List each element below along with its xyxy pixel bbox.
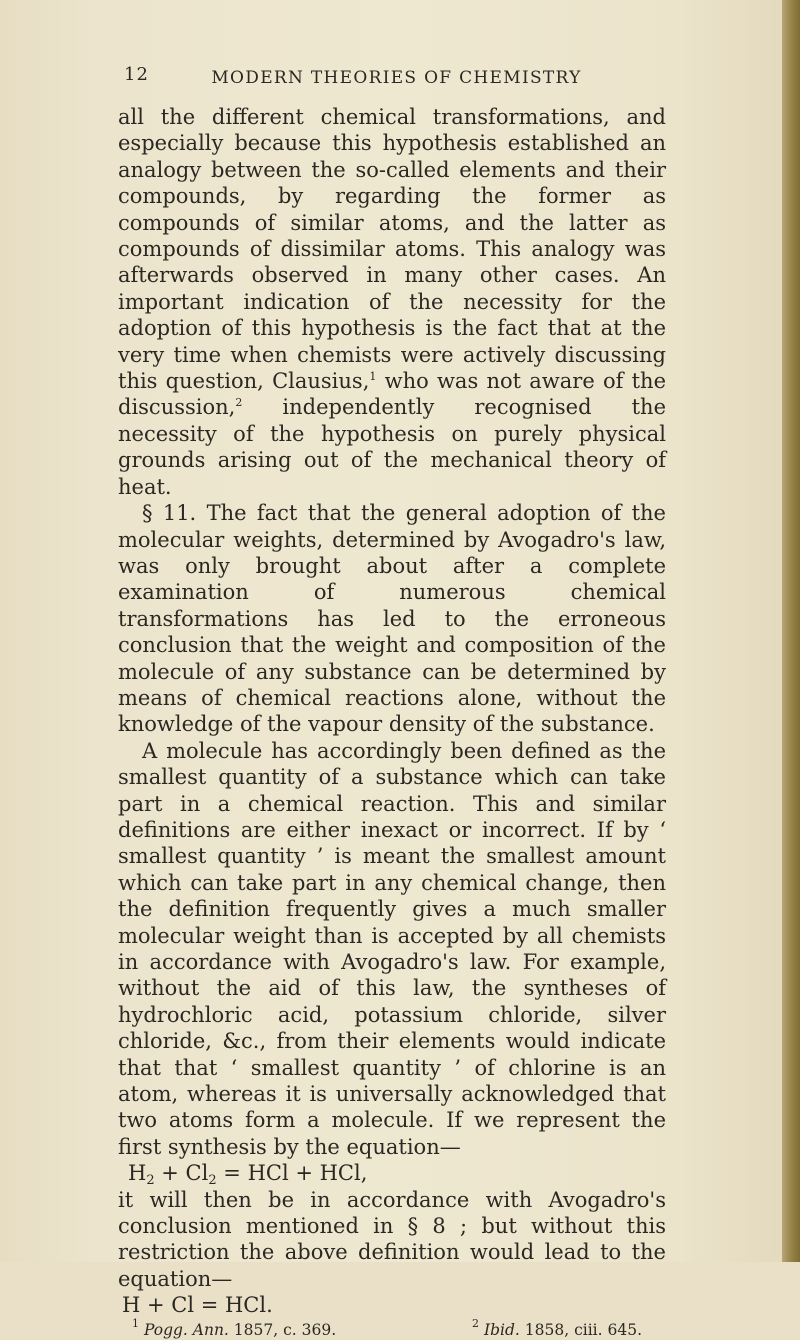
book-spine-edge (782, 0, 800, 1262)
paragraph-continuation (118, 104, 666, 500)
footnote-1-ref: 1857, c. 369. (228, 1320, 337, 1339)
paragraph-molecule-definition: A molecule has accordingly been defined as the smallest quantity of a substance which can take part in a chemical reaction. This and similar definitions are either inexact or incorrect. If by ‘ smallest quantity ’ is meant the smallest amount which can take part in any chemical change, then the definition frequently gives a much smaller molecular weight than is accepted by all chemists in accordance with Avogadro's law. For example, without the aid of this law, the syntheses of hydrochloric acid, potassium chloride, silver chloride, &c., from their elements would indicate that that ‘ smallest quantity ’ of chlorine is an atom, whereas it is universally acknowledged that two atoms form a molecule. If we represent the first synthesis by the equation— (118, 738, 666, 1159)
paragraph-section-11: § 11. The fact that the general adoption of the molecular weights, determined by Avogadro's law, was only brought about after a complete examination of numerous chemical transformations has led to the erroneous conclusion that the weight and composition of the molecule of any substance can be determined by means of chemical reactions alone, without the knowledge of the vapour density of the substance. (118, 501, 666, 737)
page-number: 12 (124, 64, 149, 85)
eq-term: H (128, 1161, 147, 1186)
footnote-2-marker: 2 (472, 1316, 480, 1330)
footnote-1 (118, 1316, 337, 1340)
running-title: MODERN THEORIES OF CHEMISTRY (211, 68, 582, 88)
eq-subscript: 2 (146, 1173, 155, 1189)
footnote-1-source: Pogg. Ann. (143, 1320, 229, 1339)
footnote-marker-2: 2 (235, 396, 243, 410)
page-header (124, 64, 669, 94)
paragraph-text: independently recognised the necessity of the hypothesis on purely physical grounds arising out of the mechanical theory of heat. (118, 395, 666, 499)
footnote-2-source: Ibid. (483, 1320, 520, 1339)
eq-subscript: 2 (208, 1173, 217, 1189)
paragraph-avogadro-conclusion: it will then be in accordance with Avogadro's conclusion mentioned in § 8 ; but without this restriction the above definition would lead to the equation— (118, 1187, 666, 1291)
eq-term: = HCl + HCl, (216, 1161, 368, 1186)
footnote-2 (472, 1316, 666, 1340)
footnote-1-marker: 1 (132, 1316, 139, 1330)
footnotes (118, 1316, 666, 1340)
eq-term: + Cl (154, 1161, 209, 1186)
body-text (118, 104, 666, 1340)
footnote-2-ref: 1858, ciii. 645. (519, 1320, 642, 1339)
equation-hydrochloric-atomic: H + Cl = HCl. (122, 1293, 273, 1318)
equation-hydrochloric-molecular (118, 1160, 666, 1189)
footnote-marker-1: 1 (369, 370, 377, 384)
paragraph-text: all the different chemical transformations, and especially because this hypothesis established an analogy between the so-called elements and their compounds, by regarding the former as compounds of similar atoms, and the latter as compounds of dissimilar atoms. This analogy was afterwards observed in many other cases. An important indication of the necessity for the adoption of this hypothesis is the fact that at the very time when chemists were actively discussing this question, Clausius, (118, 105, 666, 394)
paragraph-text: who was not aware of the discussion, (118, 369, 666, 420)
